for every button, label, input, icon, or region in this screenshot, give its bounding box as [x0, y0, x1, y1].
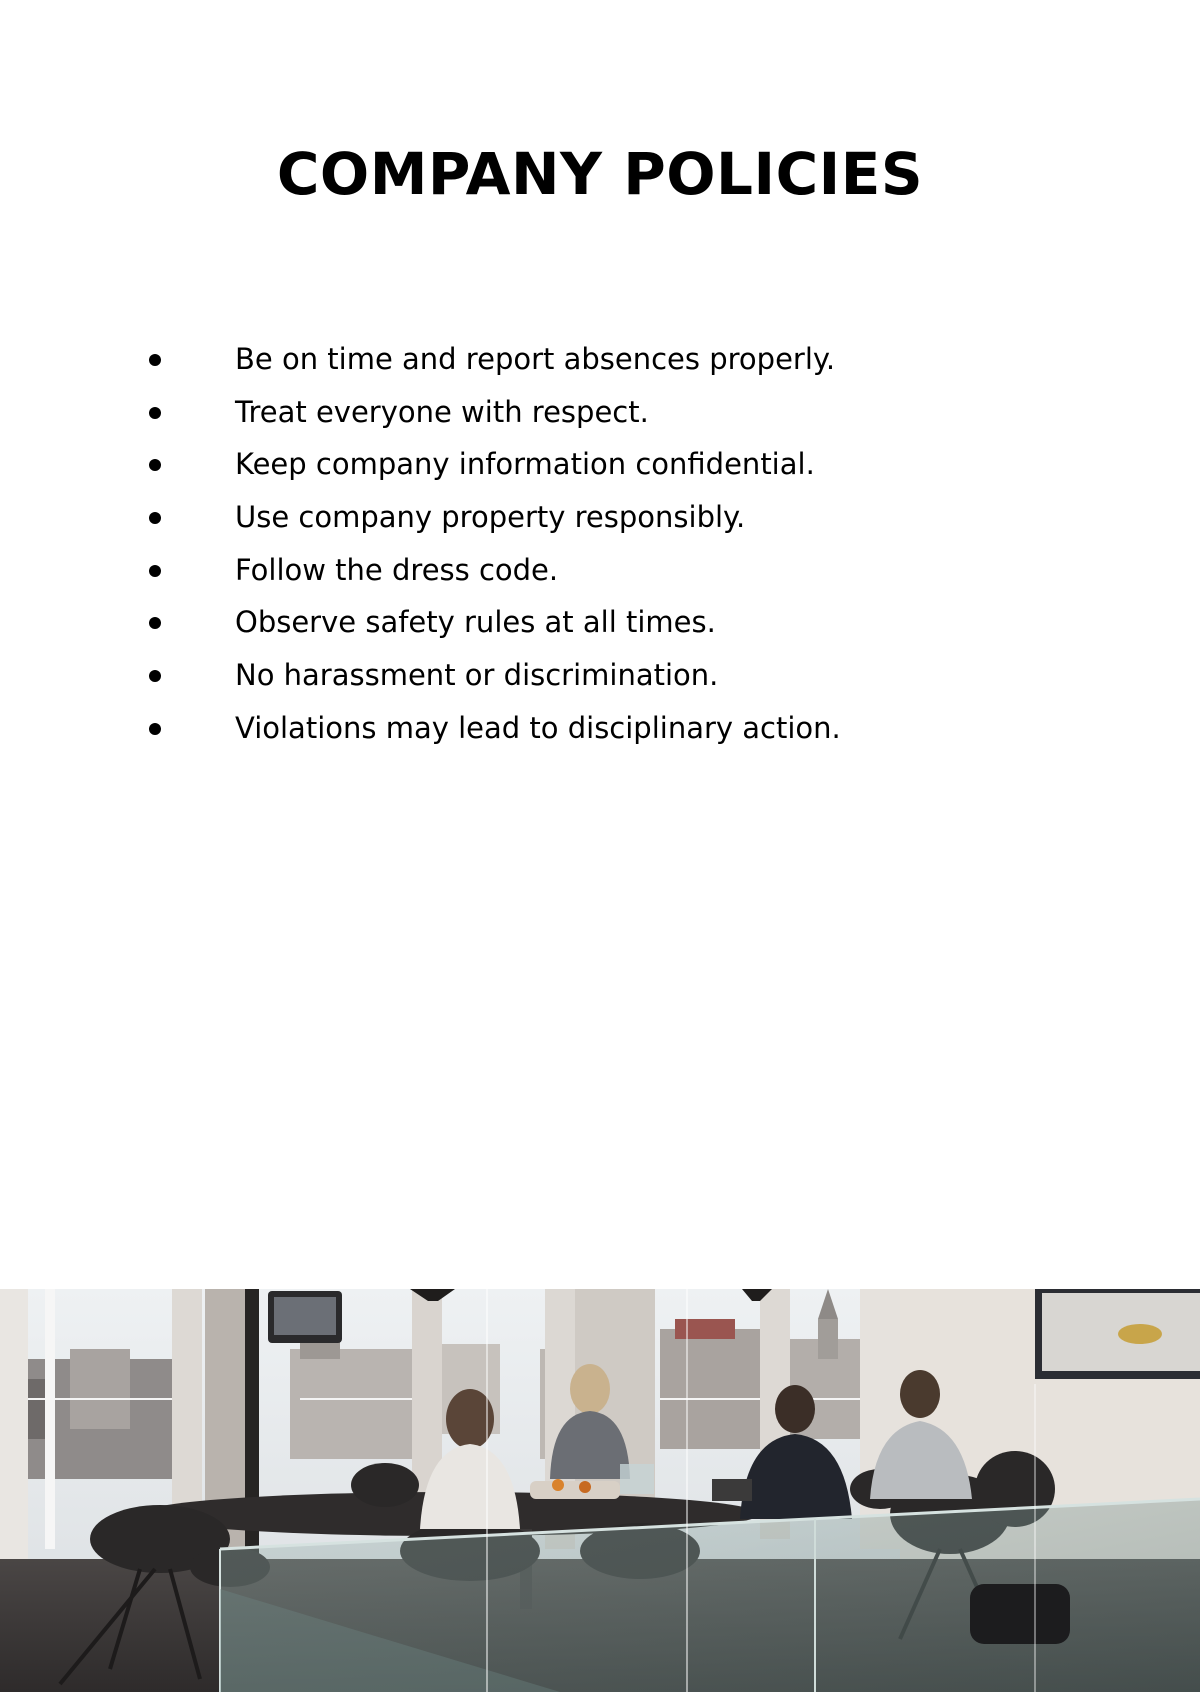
- list-item: [0, 333, 1200, 386]
- policy-text: Observe safety rules at all times.: [235, 605, 716, 640]
- policy-text: Violations may lead to disciplinary action.: [235, 710, 841, 745]
- bullet-icon: [149, 407, 161, 419]
- bullet-icon: [149, 670, 161, 682]
- policy-text: Use company property responsibly.: [235, 500, 746, 535]
- list-item: [0, 544, 1200, 597]
- bullet-icon: [149, 512, 161, 524]
- bullet-icon: [149, 354, 161, 366]
- list-item: [0, 491, 1200, 544]
- page-title: COMPANY POLICIES: [276, 140, 924, 208]
- policy-text: No harassment or discrimination.: [235, 658, 719, 693]
- list-item: [0, 386, 1200, 439]
- bullet-icon: [149, 459, 161, 471]
- policy-text: Follow the dress code.: [235, 552, 559, 587]
- policy-text: Be on time and report absences properly.: [235, 342, 836, 376]
- list-item: [0, 596, 1200, 649]
- policy-text: Keep company information confidential.: [235, 447, 815, 482]
- list-item: [0, 702, 1200, 755]
- policy-list: [0, 333, 1200, 755]
- bullet-icon: [149, 617, 161, 629]
- bullet-icon: [149, 723, 161, 735]
- list-item: [0, 649, 1200, 702]
- policy-text: Treat everyone with respect.: [235, 394, 649, 429]
- list-item: [0, 438, 1200, 491]
- office-meeting-photo: [0, 1289, 1200, 1692]
- bullet-icon: [149, 565, 161, 577]
